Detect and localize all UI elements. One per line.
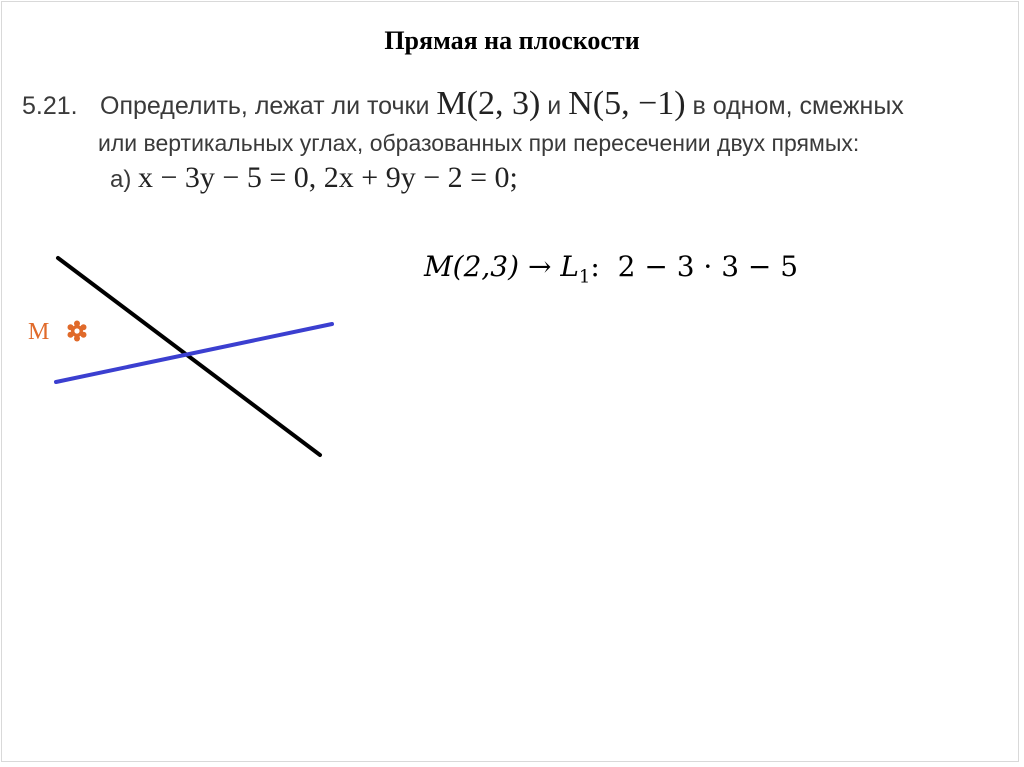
point-m-marker-icon (66, 320, 88, 342)
solution-colon: : (590, 250, 600, 283)
problem-text-part1: Определить, лежат ли точки (100, 92, 430, 120)
point-m-label: M (28, 319, 50, 345)
equation-1: x − 3y − 5 = 0 (138, 161, 309, 194)
problem-text-part2: в одном, смежных (692, 92, 904, 120)
problem-line-3: а) x − 3y − 5 = 0, 2x + 9y − 2 = 0; (110, 161, 518, 194)
point-m-formula: M(2, 3) (436, 85, 541, 122)
problem-connector: и (547, 92, 562, 120)
solution-lhs: M(2,3) (424, 250, 520, 283)
equation-ending: ; (509, 161, 518, 194)
line-blue (56, 324, 332, 382)
solution-arrow: → (527, 250, 552, 283)
line-black (58, 258, 320, 455)
solution-line-name: L (560, 250, 579, 283)
equation-2: 2x + 9y − 2 = 0 (323, 161, 510, 194)
problem-number: 5.21. (22, 92, 78, 120)
item-label: а) (110, 166, 132, 193)
point-n-formula: N(5, −1) (568, 85, 686, 122)
problem-line-2: или вертикальных углах, образованных при пересечении двух прямых: (98, 130, 860, 156)
solution-calculation: 2 − 3 · 3 − 5 (617, 250, 799, 283)
solution-line-subscript: 1 (578, 266, 591, 288)
slide-title: Прямая на плоскости (384, 26, 640, 55)
